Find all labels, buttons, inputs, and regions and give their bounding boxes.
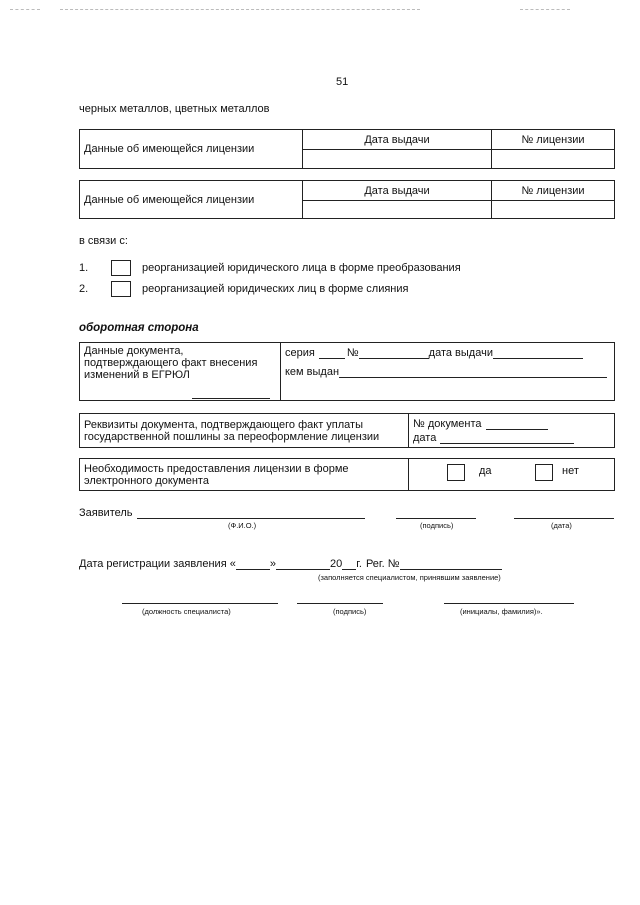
- no-checkbox[interactable]: [535, 464, 553, 481]
- scan-artifact-line: [10, 9, 40, 10]
- position-caption: (должность специалиста): [142, 607, 231, 616]
- fee-table: [79, 413, 615, 448]
- license-row-label: Данные об имеющейся лицензии: [80, 181, 303, 219]
- issue-date-field[interactable]: [303, 150, 492, 169]
- license-number-header: № лицензии: [492, 130, 615, 150]
- applicant-fio-field[interactable]: [137, 518, 365, 519]
- license-number-field[interactable]: [492, 150, 615, 169]
- option-number: 1.: [79, 262, 89, 274]
- specialist-initials-field[interactable]: [444, 603, 574, 604]
- registration-year-suffix: г.: [356, 558, 362, 570]
- applicant-date-field[interactable]: [514, 518, 614, 519]
- applicant-signature-field[interactable]: [396, 518, 476, 519]
- fee-date-label: дата: [413, 431, 437, 444]
- number-label: №: [346, 347, 359, 359]
- registration-year-prefix: 20: [329, 558, 343, 570]
- specialist-signature-caption: (подпись): [333, 607, 367, 616]
- electronic-doc-table: [79, 458, 615, 491]
- fee-date-field[interactable]: [440, 432, 574, 444]
- reg-number-label: Рег. №: [365, 558, 400, 570]
- egrul-table: [79, 342, 615, 401]
- page-number: 51: [336, 76, 349, 88]
- applicant-label: Заявитель: [79, 507, 133, 519]
- number-field[interactable]: [359, 347, 429, 359]
- intro-text: черных металлов, цветных металлов: [79, 103, 270, 115]
- option-number: 2.: [79, 283, 89, 295]
- scan-artifact-line: [60, 9, 420, 10]
- issue-date-header: Дата выдачи: [303, 181, 492, 201]
- issue-date-field[interactable]: [303, 201, 492, 219]
- egrul-underline: [192, 398, 270, 399]
- option-1-label: реорганизацией юридического лица в форме преобразования: [142, 262, 461, 274]
- yes-checkbox[interactable]: [447, 464, 465, 481]
- registration-day-field[interactable]: [236, 558, 270, 570]
- option-2-checkbox[interactable]: [111, 281, 131, 297]
- license-row-label: Данные об имеющейся лицензии: [80, 130, 303, 169]
- license-number-header: № лицензии: [492, 181, 615, 201]
- registration-line: [79, 558, 502, 570]
- issued-by-field[interactable]: [339, 366, 607, 378]
- signature-caption: (подпись): [420, 521, 454, 530]
- electronic-options: [409, 459, 615, 491]
- registration-year-field[interactable]: [342, 558, 356, 570]
- egrul-label: Данные документа, подтверждающего факт внесения изменений в ЕГРЮЛ: [80, 343, 281, 401]
- reg-number-field[interactable]: [400, 558, 502, 570]
- registration-caption: (заполняется специалистом, принявшим заявление): [318, 573, 501, 582]
- fee-label: Реквизиты документа, подтверждающего факт уплаты государственной пошлины за переоформление лицензии: [80, 414, 409, 448]
- specialist-signature-field[interactable]: [297, 603, 383, 604]
- yes-label: да: [479, 465, 492, 477]
- issue-date-header: Дата выдачи: [303, 130, 492, 150]
- specialist-position-field[interactable]: [122, 603, 278, 604]
- issue-date-label: дата выдачи: [428, 347, 493, 359]
- doc-number-label: № документа: [413, 417, 482, 430]
- option-1-checkbox[interactable]: [111, 260, 131, 276]
- license-number-field[interactable]: [492, 201, 615, 219]
- license-table-2: [79, 180, 615, 219]
- date-caption: (дата): [551, 521, 572, 530]
- reverse-side-title: оборотная сторона: [79, 322, 199, 334]
- series-label: серия: [285, 347, 315, 359]
- scan-artifact-line: [520, 9, 570, 10]
- in-connection-label: в связи с:: [79, 235, 128, 247]
- issue-date-field[interactable]: [493, 347, 583, 359]
- issued-by-label: кем выдан: [285, 366, 340, 378]
- fee-fields: [409, 414, 615, 448]
- series-field[interactable]: [319, 347, 345, 359]
- doc-number-field[interactable]: [486, 418, 548, 430]
- no-label: нет: [562, 465, 579, 477]
- license-table-1: [79, 129, 615, 169]
- registration-close-quote: »: [269, 558, 276, 570]
- fio-caption: (Ф.И.О.): [228, 521, 257, 530]
- registration-label: Дата регистрации заявления «: [79, 558, 236, 570]
- egrul-fields: [281, 343, 615, 401]
- electronic-label: Необходимость предоставления лицензии в форме электронного документа: [80, 459, 409, 491]
- registration-month-field[interactable]: [276, 558, 330, 570]
- option-2-label: реорганизацией юридических лиц в форме слияния: [142, 283, 409, 295]
- initials-caption: (инициалы, фамилия)».: [460, 607, 543, 616]
